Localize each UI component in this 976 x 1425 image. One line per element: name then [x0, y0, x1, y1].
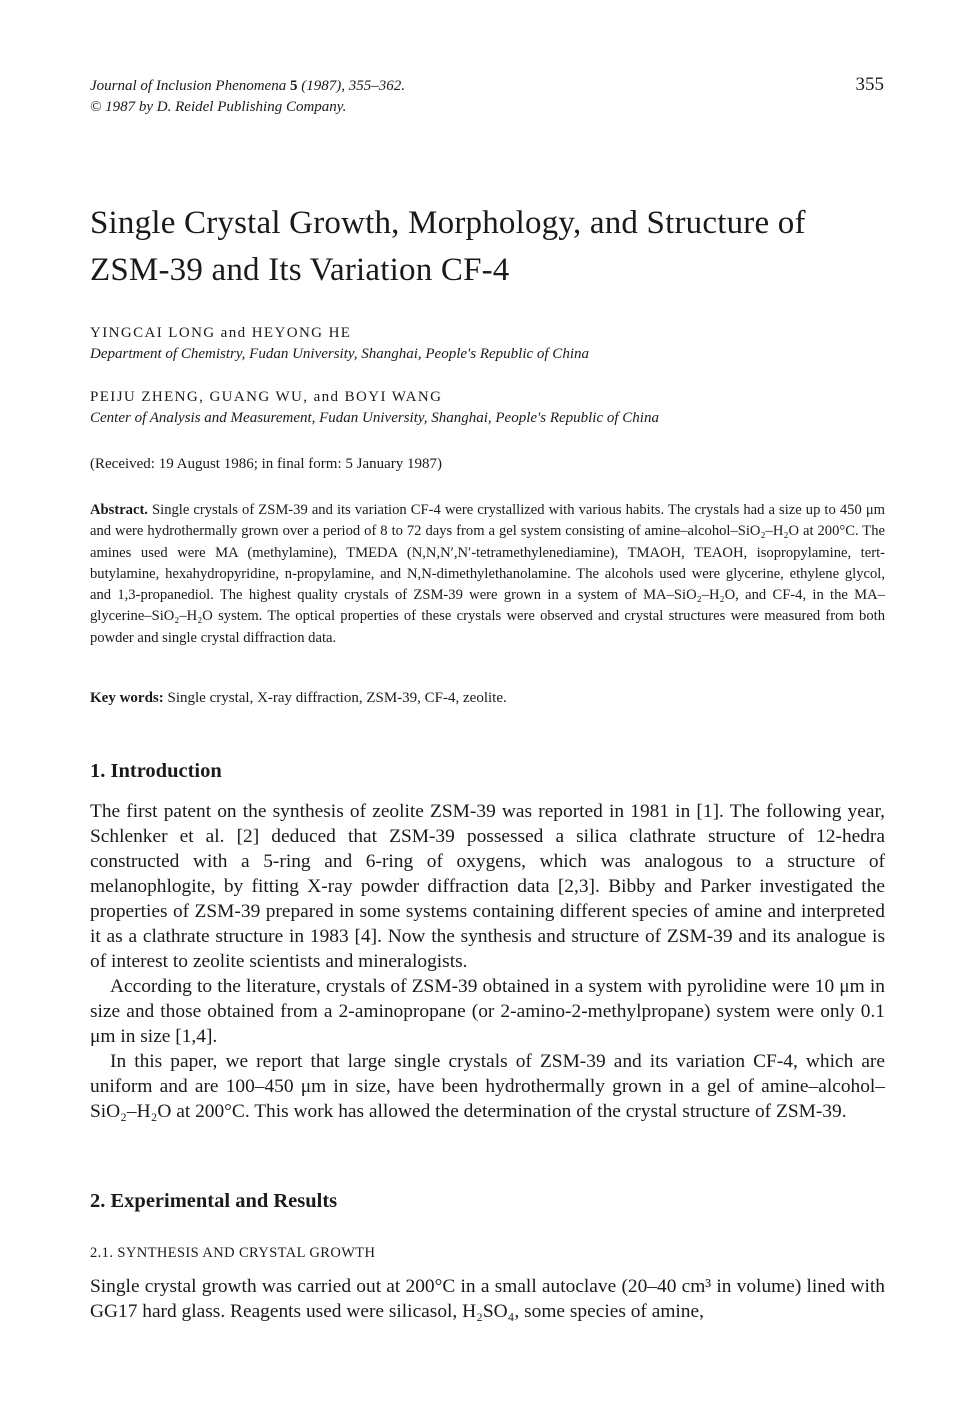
section-heading-experimental: 2. Experimental and Results	[90, 1190, 338, 1212]
abstract-text: Single crystals of ZSM-39 and its variation CF-4 were crystallized with various habits. The crystals had a size up to 450 μm and were hydrothermally grown over a period of 8 to 72 days from a gel system consisting of amine–alcohol–SiO₂–H₂O at 200°C. The amines used were MA (methylamine), TMEDA (N,N,N′,N′-tetramethylenediamine), TMAOH, TEAOH, isopropylamine, tert-butylamine, hexahydropyridine, n-propylamine, and N,N-dimethylethanolamine. The alcohols used were glycerine, ethylene glycol, and 1,3-propanediol. The highest quality crystals of ZSM-39 were grown in a system of MA–SiO₂–H₂O, and CF-4, in the MA–glycerine–SiO₂–H₂O system. The optical properties of these crystals were observed and crystal structures were measured from both powder and single crystal diffraction data.	[90, 502, 885, 646]
abstract-label: Abstract.	[90, 502, 148, 518]
paper-title: Single Crystal Growth, Morphology, and Structure of ZSM-39 and Its Variation CF-4	[90, 205, 806, 288]
abstract	[90, 500, 885, 649]
intro-paragraph-1: The first patent on the synthesis of zeolite ZSM-39 was reported in 1981 in [1]. The following year, Schlenker et al. [2] deduced that ZSM-39 possessed a silica clathrate structure of 12-hedra constructed with a 5-ring and 6-ring of oxygens, which was analogous to a structure of melanophlogite, by fitting X-ray powder diffraction data [2,3]. Bibby and Parker investigated the properties of ZSM-39 prepared in some systems containing different species of amine and interpreted it as a clathrate structure in 1983 [4]. Now the synthesis and structure of ZSM-39 and its analogue is of interest to zeolite scientists and mineralogists.	[90, 801, 885, 972]
intro-paragraph-3: In this paper, we report that large single crystals of ZSM-39 and its variation CF-4, which are uniform and are 100–450 μm in size, have been hydrothermally grown in a gel of amine–alcohol–SiO₂–H₂O at 200°C. This work has allowed the determination of the crystal structure of ZSM-39.	[90, 1051, 885, 1122]
copyright-line: © 1987 by D. Reidel Publishing Company.	[90, 99, 347, 115]
journal-citation	[90, 76, 405, 118]
subsection-heading: 2.1. SYNTHESIS AND CRYSTAL GROWTH	[90, 1245, 376, 1261]
journal-volume: 5	[289, 78, 298, 94]
experimental-paragraph: Single crystal growth was carried out at 200°C in a small autoclave (20–40 cm³ in volume) lined with GG17 hard glass. Reagents used were silicasol, H₂SO₄, some species of amine,	[90, 1276, 885, 1322]
journal-line	[90, 76, 405, 97]
page-number: 355	[855, 74, 884, 95]
received-dates: (Received: 19 August 1986; in final form: 5 January 1987)	[90, 456, 443, 472]
keywords	[90, 690, 507, 707]
journal-name: Journal of Inclusion Phenomena	[90, 78, 287, 94]
affiliation-1: Department of Chemistry, Fudan University, Shanghai, People's Republic of China	[90, 346, 589, 362]
journal-year-pages: (1987), 355–362.	[297, 78, 405, 94]
keywords-label: Key words:	[90, 690, 164, 706]
affiliation-2: Center of Analysis and Measurement, Fudan University, Shanghai, People's Republic of China	[90, 410, 659, 426]
author-group-1: YINGCAI LONG and HEYONG HE	[90, 325, 352, 341]
author-group-2: PEIJU ZHENG, GUANG WU, and BOYI WANG	[90, 389, 443, 405]
keywords-text: Single crystal, X-ray diffraction, ZSM-39, CF-4, zeolite.	[167, 690, 507, 706]
intro-paragraph-2: According to the literature, crystals of ZSM-39 obtained in a system with pyrolidine were 10 μm in size and those obtained from a 2-aminopropane (or 2-amino-2-methylpropane) system were only 0.1 μm in size [1,4].	[90, 976, 885, 1047]
section-heading-introduction: 1. Introduction	[90, 760, 222, 782]
